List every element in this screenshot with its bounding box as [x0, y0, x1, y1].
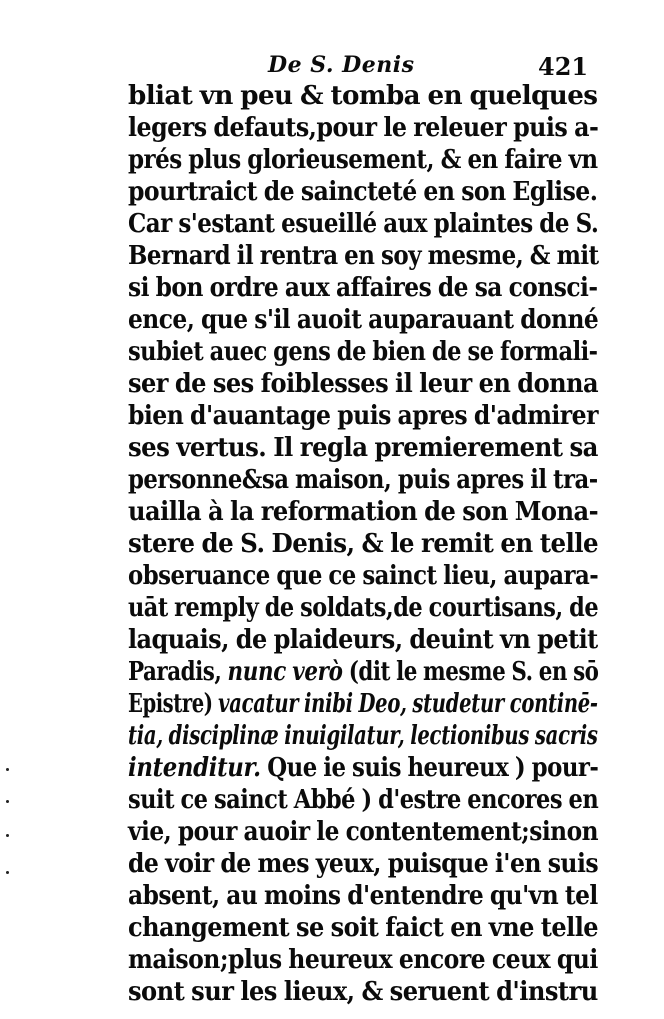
text-segment: Bernard il rentra en soy mesme, & mit — [128, 240, 599, 271]
text-line — [128, 400, 598, 432]
speckle-mark — [6, 768, 9, 771]
text-line — [128, 240, 599, 272]
page-number: 421 — [538, 52, 589, 81]
text-segment: sont sur les lieux, & seruent d'instru — [128, 976, 598, 1007]
page-header — [0, 52, 664, 82]
text-segment: ence, que s'il auoit auparauant donné — [128, 304, 599, 335]
speckle-mark — [6, 834, 9, 837]
text-line — [128, 976, 598, 1008]
text-segment: changement se soit faict en vne telle — [128, 912, 599, 943]
running-head: De S. Denis — [268, 52, 415, 78]
text-line — [128, 752, 599, 784]
text-segment: uailla à la reformation de son Mona- — [128, 496, 599, 527]
text-line — [128, 176, 598, 208]
text-segment: subiet auec gens de bien de se formali- — [128, 336, 598, 367]
speckle-mark — [6, 800, 9, 803]
text-segment: Car s'estant esueillé aux plaintes de S. — [128, 208, 599, 239]
text-segment: Epistre) — [128, 688, 219, 719]
text-segment: suit ce sainct Abbé ) d'estre encores en — [128, 784, 599, 815]
text-segment: pourtraict de saincteté en son Eglise. — [128, 176, 598, 207]
text-segment: bliat vn peu & tomba en quelques — [128, 80, 598, 111]
text-line — [128, 144, 598, 176]
gutter-speckles — [0, 0, 30, 1019]
text-line — [128, 336, 598, 368]
text-segment: si bon ordre aux affaires de sa consci- — [128, 272, 598, 303]
text-line — [128, 432, 598, 464]
text-line — [128, 272, 598, 304]
speckle-mark — [6, 871, 9, 874]
text-segment: absent, au moins d'entendre qu'vn tel — [128, 880, 598, 911]
text-segment: maison;plus heureux encore ceux qui — [128, 944, 598, 975]
text-segment: ses vertus. Il regla premierement sa — [128, 432, 598, 463]
text-line — [128, 720, 598, 752]
latin-quote: tia, disciplinæ inuigilatur, lectionibus sacris — [128, 720, 598, 751]
text-segment: bien d'auantage puis apres d'admirer — [128, 400, 598, 431]
text-line — [128, 112, 599, 144]
text-segment: vie, pour auoir le contentement;sinon — [128, 816, 598, 847]
text-line — [128, 656, 599, 688]
text-line — [128, 816, 598, 848]
text-line — [128, 848, 599, 880]
text-line — [128, 624, 598, 656]
text-line — [128, 208, 599, 240]
latin-quote: nunc verò — [227, 656, 343, 687]
text-segment: prés plus glorieusement, & en faire vn — [128, 144, 598, 175]
body-text — [128, 80, 598, 1008]
text-line — [128, 80, 598, 112]
text-segment: legers defauts,pour le releuer puis a- — [128, 112, 599, 143]
text-segment: uāt remply de soldats,de courtisans, de — [128, 592, 599, 623]
text-line — [128, 368, 599, 400]
text-line — [128, 912, 599, 944]
text-segment: personne&sa maison, puis apres il tra- — [128, 464, 598, 495]
latin-quote: vacatur inibi Deo, studetur continē- — [218, 688, 598, 719]
text-segment: stere de S. Denis, & le remit en telle — [128, 528, 599, 559]
text-line — [128, 304, 599, 336]
latin-quote: intenditur. — [128, 752, 261, 783]
text-segment: Que ie suis heureux ) pour- — [260, 752, 599, 783]
text-line — [128, 880, 598, 912]
text-line — [128, 944, 598, 976]
text-segment: Paradis, — [128, 656, 228, 687]
text-line — [128, 496, 599, 528]
text-segment: laquais, de plaideurs, deuint vn petit — [128, 624, 598, 655]
text-line — [128, 784, 599, 816]
text-segment: ser de ses foiblesses il leur en donna — [128, 368, 599, 399]
text-segment: (dit le mesme S. en sō — [342, 656, 599, 687]
text-line — [128, 464, 598, 496]
text-segment: obseruance que ce sainct lieu, aupara- — [128, 560, 599, 591]
text-line — [128, 528, 599, 560]
text-line — [128, 560, 599, 592]
text-line — [128, 688, 598, 720]
text-segment: de voir de mes yeux, puisque i'en suis — [128, 848, 599, 879]
text-line — [128, 592, 599, 624]
